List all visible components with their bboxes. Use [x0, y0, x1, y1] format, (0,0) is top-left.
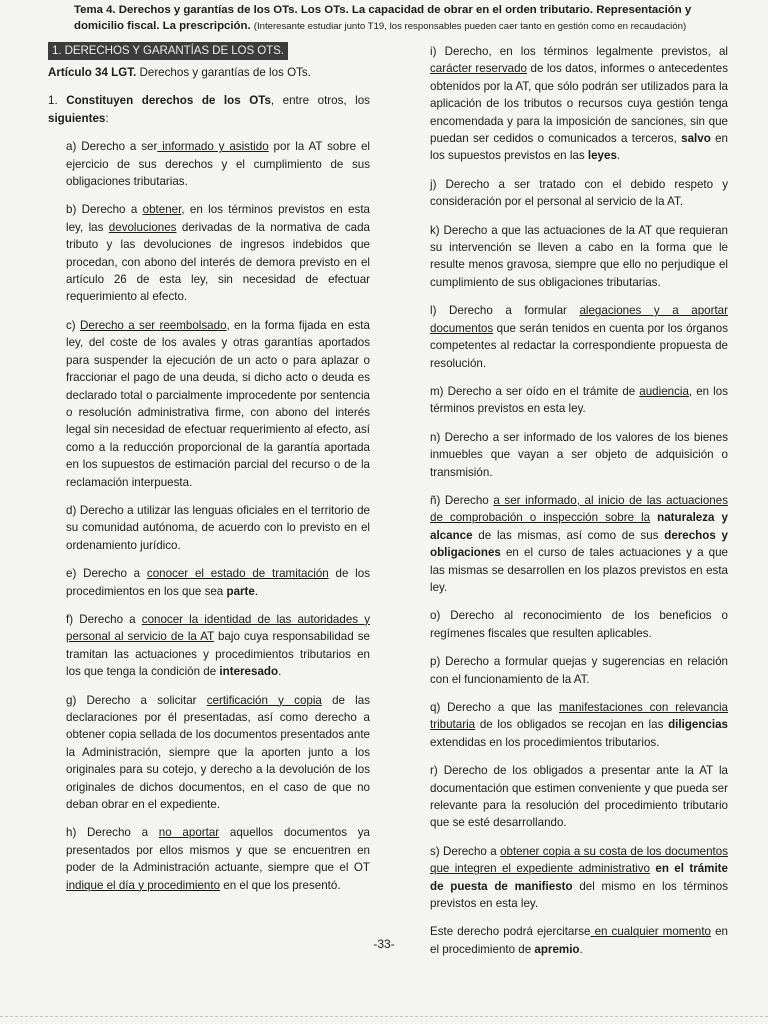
- header-note: (Interesante estudiar junto T19, los responsables pueden caer tanto en gestión como en recaudación): [253, 21, 687, 32]
- item-s-note: Este derecho podrá ejercitarse en cualquier momento en el procedimiento de apremio.: [430, 925, 728, 956]
- item-s: s) Derecho a obtener copia a su costa de los documentos que integren el expediente administrativo en el trámite de puesta de manifiesto del mismo en los términos previstos en esta ley.: [430, 844, 728, 911]
- page-number: -33-: [373, 937, 395, 951]
- header-title: Tema 4. Derechos y garantías de los OTs. Los OTs. La capacidad de obrar en el orden tributario. Representación y domicilio fiscal. La prescripción.: [74, 4, 692, 32]
- right-column: [430, 43, 728, 969]
- page-header: [74, 2, 744, 35]
- item-i: i) Derecho, en los términos legalmente previstos, al carácter reservado de los datos, informes o antecedentes obtenidos por la AT, que sólo podrán ser utilizados para la aplicación de los tributos o recursos cuya gestión tenga encomendada y para la imposición de sanciones, sin que puedan ser cedidos o comunicados a terceros, salvo en los supuestos previstos en las leyes.: [430, 45, 728, 163]
- left-column: [48, 64, 370, 905]
- item-q: q) Derecho a que las manifestaciones con relevancia tributaria de los obligados se recojan en las diligencias extendidas en los procedimientos tributarios.: [430, 701, 728, 749]
- intro-paragraph: 1. Constituyen derechos de los OTs, entre otros, los siguientes:: [48, 94, 370, 125]
- item-r: r) Derecho de los obligados a presentar ante la AT la documentación que estimen conveniente y que pueda ser relevante para la resolución del procedimiento tributario que se esté desarrollando.: [430, 764, 728, 830]
- item-h: h) Derecho a no aportar aquellos documentos ya presentados por ellos mismos y que se encuentren en poder de la Administración actuante, siempre que el OT indique el día y procedimiento en el que los presentó.: [66, 826, 370, 892]
- item-c: c) Derecho a ser reembolsado, en la forma fijada en esta ley, del coste de los avales y otras garantías aportados para suspender la ejecución de un acto o para aplazar o fraccionar el pago de una deuda, si dicho acto o deuda es declarado total o parcialmente improcedente por sentencia o resolución administrativa firme, con abono del interés legal sin necesidad de efectuar requerimiento al efecto, así como a la reducción proporcional de la garantía aportada en los supuestos de estimación parcial del recurso o de la reclamación interpuesta.: [66, 318, 370, 489]
- item-k: k) Derecho a que las actuaciones de la AT que requieran su intervención se lleven a cabo en la forma que le resulte menos gravosa, siempre que ello no perjudique el cumplimiento de sus obligaciones tributarias.: [430, 223, 728, 289]
- item-l: l) Derecho a formular alegaciones y a aportar documentos que serán tenidos en cuenta por los órganos competentes al redactar la correspondiente propuesta de resolución.: [430, 304, 728, 370]
- item-d: d) Derecho a utilizar las lenguas oficiales en el territorio de su comunidad autónoma, de acuerdo con lo previsto en el ordenamiento jurídico.: [66, 503, 370, 552]
- item-m: m) Derecho a ser oído en el trámite de audiencia, en los términos previstos en esta ley.: [430, 384, 728, 416]
- item-f: f) Derecho a conocer la identidad de las autoridades y personal al servicio de la AT bajo cuya responsabilidad se tramitan las actuaciones y procedimientos tributarios en los que tenga la condición de interesado.: [66, 612, 371, 679]
- section-heading: 1. DERECHOS Y GARANTÍAS DE LOS OTS.: [48, 42, 288, 60]
- item-e: e) Derecho a conocer el estado de tramitación de los procedimientos en los que sea parte.: [66, 567, 370, 598]
- item-p: p) Derecho a formular quejas y sugerencias en relación con el funcionamiento de la AT.: [430, 655, 728, 686]
- item-o: o) Derecho al reconocimiento de los beneficios o regímenes fiscales que resulten aplicables.: [430, 609, 728, 640]
- item-enie: ñ) Derecho a ser informado, al inicio de las actuaciones de comprobación o inspección sobre la naturaleza y alcance de las mismas, así como de sus derechos y obligaciones en el curso de tales actuaciones y a que las mismas se desarrollen en los plazos previstos en esta ley.: [430, 493, 728, 594]
- item-b: b) Derecho a obtener, en los términos previstos en esta ley, las devoluciones derivadas de la normativa de cada tributo y las devoluciones de ingresos indebidos que procedan, con abono del interés de demora previsto en el artículo 26 de esta ley, sin necesidad de efectuar requerimiento al efecto.: [66, 203, 370, 304]
- item-a: a) Derecho a ser informado y asistido por la AT sobre el ejercicio de sus derechos y el cumplimiento de sus obligaciones tributarias.: [66, 140, 371, 189]
- article-title: Artículo 34 LGT. Derechos y garantías de los OTs.: [48, 66, 311, 79]
- item-j: j) Derecho a ser tratado con el debido respeto y consideración por el personal al servicio de la AT.: [430, 177, 728, 209]
- item-g: g) Derecho a solicitar certificación y copia de las declaraciones por él presentadas, así como derecho a obtener copia sellada de los documentos presentados ante la Administración, siempre que la aporten junto a los originales para su cotejo, y derecho a la devolución de los originales de dichos documentos, en el caso de que no deban obrar en el expediente.: [66, 693, 370, 812]
- item-n: n) Derecho a ser informado de los valores de los bienes inmuebles que vayan a ser objeto de adquisición o transmisión.: [430, 430, 728, 479]
- page-edge-divider: [0, 1016, 768, 1017]
